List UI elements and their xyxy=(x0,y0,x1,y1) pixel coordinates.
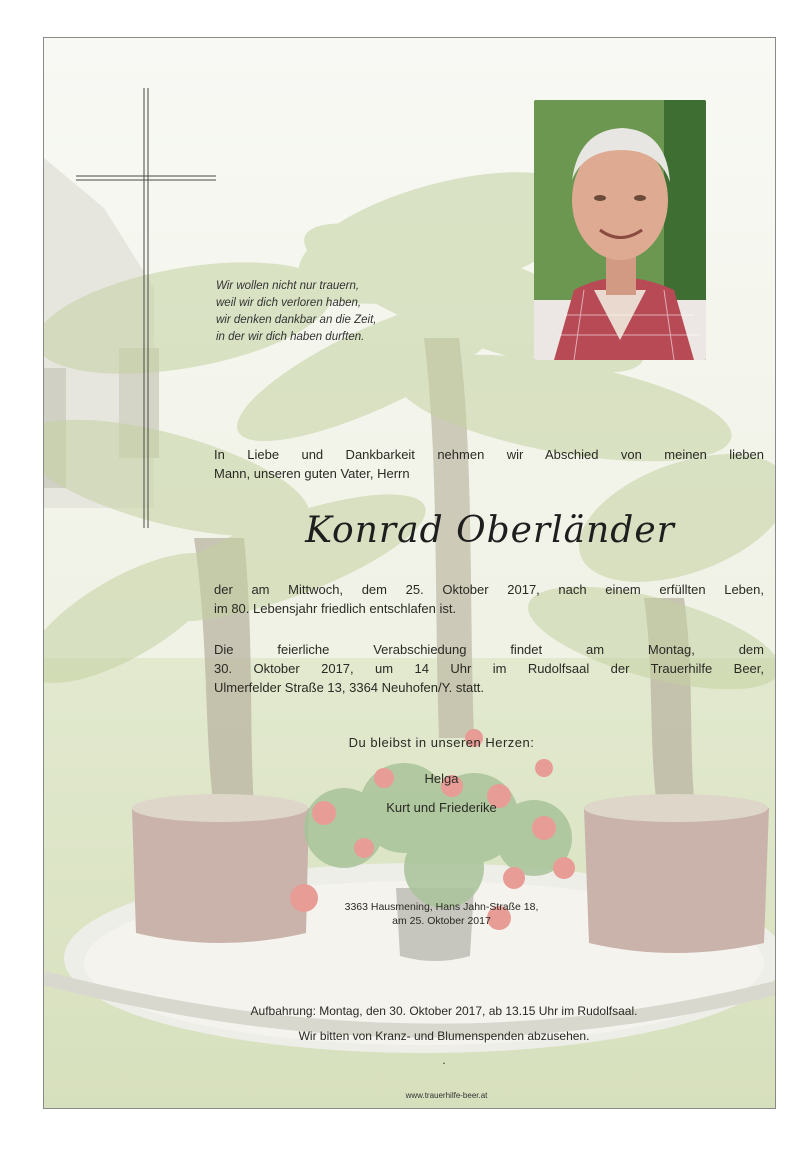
address-date: am 25. Oktober 2017 xyxy=(392,915,491,927)
donation-request: Wir bitten von Kranz- und Blumenspenden abzusehen. xyxy=(298,1029,590,1043)
quote-line: wir denken dankbar an die Zeit, xyxy=(216,314,377,326)
ceremony-line: Die feierliche Verabschiedung findet am Montag, dem xyxy=(214,642,764,657)
intro-line: In Liebe und Dankbarkeit nehmen wir Abschied von meinen lieben xyxy=(214,447,764,462)
death-line: der am Mittwoch, dem 25. Oktober 2017, nach einem erfüllten Leben, xyxy=(214,582,764,597)
death-line: im 80. Lebensjahr friedlich entschlafen ist. xyxy=(214,601,457,616)
quote-line: Wir wollen nicht nur trauern, xyxy=(216,280,360,292)
deceased-name: Konrad Oberländer xyxy=(305,510,675,551)
ceremony-line: Ulmerfelder Straße 13, 3364 Neuhofen/Y. statt. xyxy=(214,680,485,695)
intro-line: Mann, unseren guten Vater, Herrn xyxy=(214,466,410,481)
memorial-quote xyxy=(216,278,466,346)
separator-dot: . xyxy=(442,1053,446,1067)
cross-icon xyxy=(76,88,216,538)
quote-line: in der wir dich haben durften. xyxy=(216,331,365,343)
portrait-photo xyxy=(534,100,706,360)
ceremony-paragraph xyxy=(214,640,764,697)
mourner-name: Helga xyxy=(424,771,459,786)
quote-line: weil wir dich verloren haben, xyxy=(216,297,362,309)
address-line: 3363 Hausmening, Hans Jahn-Straße 18, xyxy=(344,901,539,913)
website-url: www.trauerhilfe-beer.at xyxy=(405,1091,488,1100)
mourner-name: Kurt und Friederike xyxy=(386,800,497,815)
parte-card xyxy=(43,37,776,1109)
viewing-info: Aufbahrung: Montag, den 30. Oktober 2017, ab 13.15 Uhr im Rudolfsaal. xyxy=(250,1004,638,1018)
death-paragraph xyxy=(214,580,764,618)
ceremony-line: 30. Oktober 2017, um 14 Uhr im Rudolfsaal der Trauerhilfe Beer, xyxy=(214,661,764,676)
intro-paragraph xyxy=(214,445,764,483)
closing-line: Du bleibst in unseren Herzen: xyxy=(348,735,535,750)
